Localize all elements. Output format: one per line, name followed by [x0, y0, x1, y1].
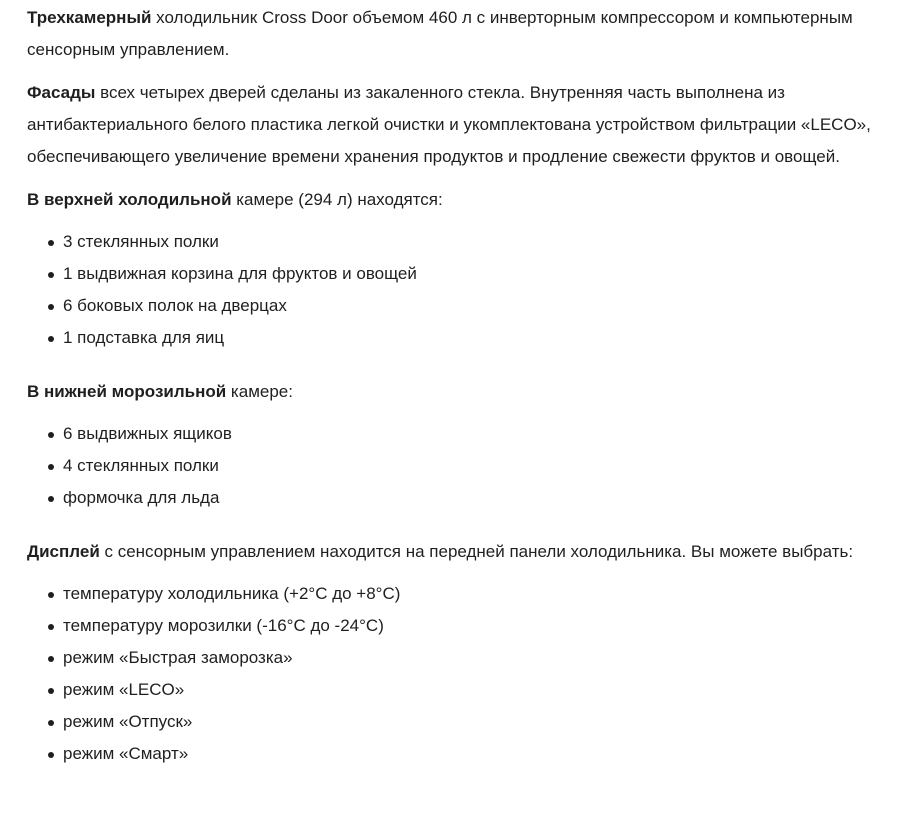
lower-chamber-list: [27, 418, 893, 514]
bullet-icon: [48, 464, 54, 470]
list-item: [46, 258, 893, 290]
lower-chamber-heading: [27, 376, 893, 408]
display-paragraph: [27, 536, 893, 568]
facades-paragraph: [27, 77, 893, 173]
bullet-icon: [48, 624, 54, 630]
list-item: [46, 642, 893, 674]
upper-chamber-list: [27, 226, 893, 354]
upper-chamber-bold: В верхней холодильной: [27, 190, 232, 209]
list-item-text: режим «LECO»: [63, 680, 185, 699]
intro-text: холодильник Cross Door объемом 460 л с инверторным компрессором и компьютерным сенсорным управлением.: [27, 8, 853, 59]
bullet-icon: [48, 336, 54, 342]
list-item: [46, 450, 893, 482]
list-item: [46, 322, 893, 354]
bullet-icon: [48, 432, 54, 438]
facades-text: всех четырех дверей сделаны из закаленного стекла. Внутренняя часть выполнена из антибактериального белого пластика легкой очистки и укомплектована устройством фильтрации «LECO», обеспечивающего увеличение времени хранения продуктов и продление свежести фруктов и овощей.: [27, 83, 871, 166]
list-item: [46, 610, 893, 642]
display-text: с сенсорным управлением находится на передней панели холодильника. Вы можете выбрать:: [99, 542, 854, 561]
bullet-icon: [48, 496, 54, 502]
bullet-icon: [48, 304, 54, 310]
display-bold: Дисплей: [27, 542, 100, 561]
bullet-icon: [48, 752, 54, 758]
bullet-icon: [48, 592, 54, 598]
list-item-text: 4 стеклянных полки: [63, 456, 219, 475]
list-item-text: режим «Отпуск»: [63, 712, 193, 731]
upper-chamber-text: камере (294 л) находятся:: [231, 190, 443, 209]
bullet-icon: [48, 272, 54, 278]
intro-bold: Трехкамерный: [27, 8, 152, 27]
lower-chamber-bold: В нижней морозильной: [27, 382, 227, 401]
list-item-text: режим «Быстрая заморозка»: [63, 648, 293, 667]
list-item: [46, 482, 893, 514]
list-item-text: 1 выдвижная корзина для фруктов и овощей: [63, 264, 417, 283]
list-item-text: температуру холодильника (+2°С до +8°С): [63, 584, 401, 603]
bullet-icon: [48, 688, 54, 694]
list-item: [46, 738, 893, 770]
bullet-icon: [48, 656, 54, 662]
list-item-text: температуру морозилки (-16°С до -24°С): [63, 616, 384, 635]
bullet-icon: [48, 720, 54, 726]
list-item: [46, 418, 893, 450]
facades-bold: Фасады: [27, 83, 96, 102]
list-item-text: режим «Смарт»: [63, 744, 189, 763]
list-item: [46, 674, 893, 706]
list-item: [46, 706, 893, 738]
list-item-text: 3 стеклянных полки: [63, 232, 219, 251]
list-item-text: 6 боковых полок на дверцах: [63, 296, 287, 315]
display-options-list: [27, 578, 893, 770]
list-item-text: формочка для льда: [63, 488, 220, 507]
upper-chamber-heading: [27, 184, 893, 216]
bullet-icon: [48, 240, 54, 246]
list-item: [46, 290, 893, 322]
list-item-text: 1 подставка для яиц: [63, 328, 225, 347]
list-item-text: 6 выдвижных ящиков: [63, 424, 232, 443]
lower-chamber-text: камере:: [226, 382, 293, 401]
intro-paragraph: [27, 2, 893, 66]
list-item: [46, 578, 893, 610]
list-item: [46, 226, 893, 258]
